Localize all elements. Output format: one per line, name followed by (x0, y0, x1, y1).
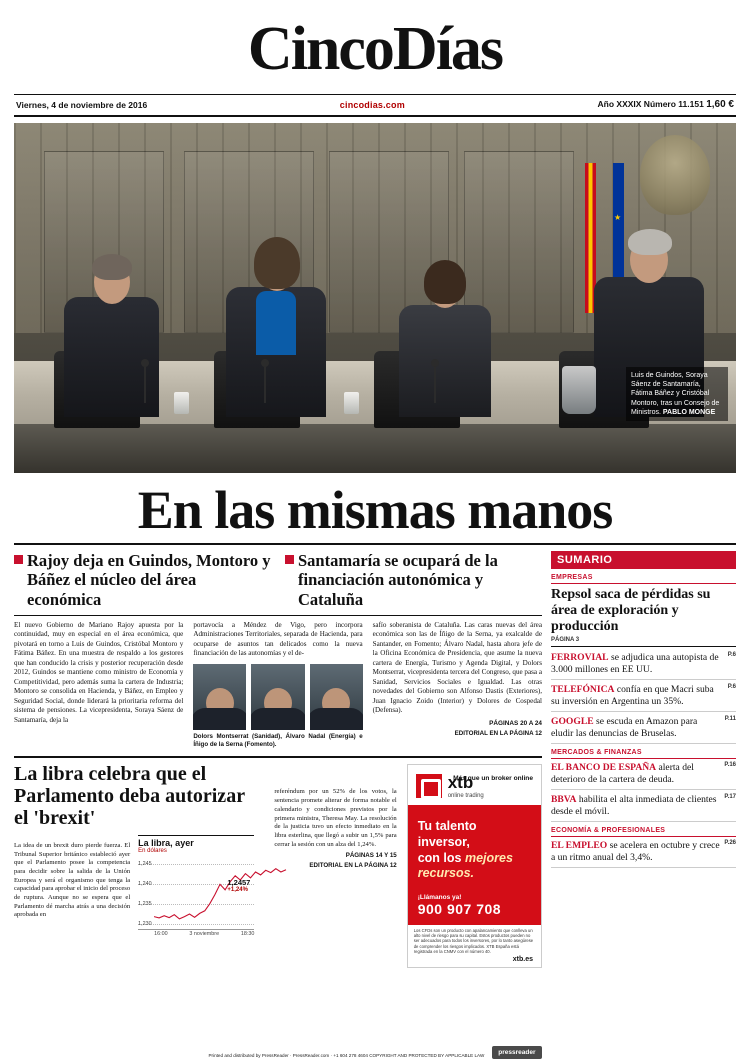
ad-tagline: Más que un broker online (453, 775, 533, 783)
article-text-2: portavocía a Méndez de Vigo, pero incorpora Administraciones Territoriales, separada de Hacienda, para ocuparse de asuntos tan delicados como la nueva financiación de las autonomías y el de- (193, 620, 363, 658)
sumario-section-label-mercados: MERCADOS & FINANZAS (551, 749, 736, 759)
main-headline: En las mismas manos (137, 480, 613, 540)
sumario-item-page: P.6 (727, 684, 736, 691)
sumario-item-brand: EL BANCO DE ESPAÑA (551, 762, 657, 774)
chart-value-text: 1,2457 (227, 878, 251, 888)
ad-headline-line1: Tu talento inversor, (417, 819, 477, 850)
chart-xtick-2: 18:30 (240, 931, 255, 938)
minister-photo-montserrat (193, 664, 246, 730)
masthead-info-bar (14, 95, 736, 117)
sumario-item-page: P.6 (727, 652, 736, 659)
sumario-item-text: se escuda en Amazon para eludir las denuncias de Bruselas. (551, 716, 698, 739)
sumario-item[interactable] (551, 794, 736, 822)
sumario-lead-page: PÁGINA 3 (551, 637, 736, 647)
masthead (14, 0, 736, 117)
headline-divider (14, 543, 736, 545)
person-hair (628, 229, 672, 255)
article-column-3 (373, 621, 542, 750)
secondary-story-row (14, 756, 542, 968)
sumario-item[interactable] (551, 840, 736, 868)
person-body (193, 708, 246, 730)
sumario-item[interactable] (551, 762, 736, 790)
masthead-title (14, 15, 736, 83)
chart-ytick-3: 1,230 (138, 921, 152, 928)
institutional-emblem-icon (640, 135, 710, 215)
sumario-lead-headline[interactable]: Repsol saca de pérdidas su área de exploración y producción (551, 587, 711, 634)
chart-change-text: +1,24% (227, 887, 248, 894)
ad-headline (418, 819, 531, 882)
lead-photo-container (14, 123, 736, 473)
chart-last-value (227, 878, 250, 893)
sumario-item-text: se adjudica una autopista de 3.000 millones en EE UU. (551, 652, 719, 675)
person-banez (399, 252, 491, 417)
secondary-pages-reference[interactable]: PÁGINAS 14 Y 15 (345, 852, 397, 860)
lead-photo (14, 123, 736, 473)
chart-xtick-1: 3 noviembre (189, 931, 220, 938)
person-hair (254, 237, 300, 289)
sumario-column (551, 551, 736, 968)
ad-headline-emphasis: mejores recursos. (417, 850, 513, 881)
masthead-title-part2: Días (392, 15, 503, 83)
sumario-item-text: se acelera en octubre y crece a un ritmo anual del 3,4%. (551, 840, 720, 863)
person-body (251, 708, 304, 730)
sumario-item-text: confía en que Macri suba su inversión en Argentina un 35%. (551, 684, 714, 707)
photo-caption (626, 367, 728, 421)
xtb-logo-icon (416, 774, 442, 798)
publication-date: Viernes, 4 de noviembre de 2016 (16, 99, 148, 110)
chart-ytick-0: 1,245 (138, 861, 152, 868)
secondary-paragraph-1: La idea de un brexit duro pierde fuerza. El Tribunal Superior británico estableció ayer que el Parlamento posee la competencia para decidir sobre la salida de la Unión Europea y será el organismo que tenga la capacidad para aprobar el inicio del proceso de ruptura. Aunque no se espera que el Parlamento dé marcha atrás a una decisión aprobada en (14, 841, 131, 919)
secondary-columns (14, 835, 254, 937)
sumario-item[interactable] (551, 684, 736, 712)
microphone-icon (144, 363, 146, 403)
table-front (14, 424, 736, 473)
chart-ytick-1: 1,240 (138, 881, 152, 888)
sumario-section-label-economia: ECONOMÍA & PROFESIONALES (551, 827, 736, 837)
editorial-reference[interactable]: EDITORIAL EN LA PÁGINA 12 (454, 730, 542, 738)
sumario-item-brand: TELEFÓNICA (551, 684, 615, 696)
ad-website[interactable]: xtb.es (512, 956, 533, 964)
ad-contact[interactable] (408, 892, 541, 925)
ad-call-label: ¡Llámanos ya! (417, 893, 462, 901)
person-santamaria (226, 227, 326, 417)
price: 1,60 € (706, 99, 734, 110)
water-glass (174, 392, 189, 414)
water-pitcher (562, 366, 596, 414)
sumario-title: SUMARIO (551, 551, 736, 569)
secondary-paragraph-2: referéndum por un 52% de los votos, la sentencia promete alterar de forma notable el calendario y condiciones previstos por la primera ministra, Theresa May. La resolución de la justicia tuvo un efecto inmediato en la libra esterlina, que llegó a subir un 1,5% para cerrar la sesión con un alza del 1,24%. (274, 788, 397, 848)
sumario-item-brand: BBVA (551, 794, 577, 806)
sumario-item-page: P.11 (724, 716, 736, 723)
sumario-item-page: P.16 (724, 762, 736, 769)
main-article-block (14, 551, 542, 968)
sumario-item-text: habilita el alta inmediata de clientes desde el móvil. (551, 794, 717, 817)
ad-brand-name: xtb (447, 773, 474, 793)
advertisement-xtb[interactable] (407, 764, 542, 968)
person-body (310, 708, 363, 730)
article-columns (14, 621, 542, 750)
chart-ytick-2: 1,235 (138, 901, 152, 908)
currency-chart (138, 835, 254, 937)
person-hair (92, 254, 132, 280)
sumario-item[interactable] (551, 716, 736, 744)
article-column-2 (193, 621, 362, 750)
subheadline-group (14, 551, 542, 609)
sumario-item-brand: EL EMPLEO (551, 840, 608, 852)
minister-photo-nadal (251, 664, 304, 730)
secondary-story (14, 764, 254, 968)
sumario-item-text: alerta del deterioro de la cartera de deuda. (551, 762, 694, 785)
article-column-1 (14, 621, 183, 750)
subheadline-left: Rajoy deja en Guindos, Montoro y Báñez el núcleo del área económica (14, 551, 271, 609)
ad-header (408, 765, 541, 803)
footer-text: Printed and distributed by PressReader · PressReader.com · +1 604 278 4604 COPYRIGHT AND PROTECTED BY APPLICABLE LAW (208, 1053, 485, 1059)
sumario-item-page: P.26 (724, 840, 736, 847)
chart-line-svg (154, 856, 294, 930)
sumario-item-brand: FERROVIAL (551, 652, 609, 664)
sumario-item-brand: GOOGLE (551, 716, 594, 728)
subheadline-divider (14, 615, 542, 616)
article-text-1: El nuevo Gobierno de Mariano Rajoy apuesta por la continuidad, muy en especial en el área económica, que pivotará en torno a Luis de Guindos, Cristóbal Montoro y Fátima Báñez. En una muestra de respaldo a los gestores que han conducido la crisis y posterior recuperación desde 2012, Guindos se mantiene como ministro de Economía y Competitividad, pero además suma la cartera de Industria; Montoro se consolida en Hacienda, y Báñez, en Empleo y Seguridad Social, donde liderará la prioritaria reforma del sistema de pensiones. La vicepresidenta, Soraya Sáenz de Santamaría, deja la (14, 620, 184, 724)
pressreader-badge: pressreader (492, 1046, 541, 1059)
chart-plot-area (138, 856, 254, 930)
microphone-icon (264, 363, 266, 403)
secondary-text-1 (14, 835, 130, 937)
secondary-headline: La libra celebra que el Parlamento deba autorizar el 'brexit' (14, 763, 245, 829)
minister-photos (193, 664, 362, 730)
person-body (399, 305, 491, 417)
pages-reference[interactable]: PÁGINAS 20 A 24 (489, 719, 542, 727)
minister-photo-delaserna (310, 664, 363, 730)
sumario-item[interactable] (551, 652, 736, 680)
ad-disclaimer: Los CFDs son un producto con apalancamiento que conlleva un alto nivel de riesgo para su capital. Estos productos pueden no ser adecuados para todos los inversores, por lo tanto asegúrese de comprender los riesgos implicados. XTB España está registrada en la CNMV con el número 40. (408, 925, 541, 956)
microphone-icon (434, 363, 436, 403)
water-glass (344, 392, 359, 414)
secondary-editorial-reference[interactable]: EDITORIAL EN LA PÁGINA 12 (309, 862, 397, 870)
chart-xtick-0: 16:00 (154, 931, 168, 938)
photo-credit: PABLO MONGE (662, 408, 716, 416)
article-text-3: safío soberanista de Cataluña. Las caras nuevas del área económica son las de Íñigo de la Serna, ya exalcalde de Santander, en Fomento; Álvaro Nadal, hasta ahora jefe de la Oficina Económica de Presidencia, que asume la nueva cartera de Energía, Turismo y Agenda Digital, y Dolors Montserrat, vicepresidenta tercera del Congreso, que pasa a Sanidad, Servicios Sociales e Igualdad. Las otras novedades del Gobierno son Alfonso Dastis (Exteriores), Juan Ignacio Zoido (Interior) y Dolores de Cospedal (Defensa). (372, 620, 542, 715)
minister-photos-caption: Dolors Montserrat (Sanidad), Álvaro Nadal (Energía) e Íñigo de la Serna (Fomento). (193, 732, 363, 749)
website-url[interactable]: cincodias.com (339, 99, 405, 110)
masthead-title-part1: Cinco (247, 15, 393, 83)
chart-subtitle: En dólares (138, 848, 167, 855)
ad-headline-line2: con los (417, 850, 465, 865)
ad-phone-number[interactable]: 900 907 708 (417, 900, 502, 917)
ad-body (408, 805, 541, 892)
subheadline-right: Santamaría se ocupará de la financiación autonómica y Cataluña (285, 551, 542, 609)
person-hair (424, 260, 466, 304)
photo-caption-text: Luis de Guindos, Soraya Sáenz de Santamaría, Fátima Báñez y Cristóbal Montoro, tras un Consejo de Ministros. (631, 371, 720, 416)
chart-title: La libra, ayer (138, 835, 254, 848)
person-blouse (256, 291, 296, 355)
issue-info (598, 99, 734, 110)
sumario-section-label-empresas: EMPRESAS (551, 574, 736, 584)
chart-xaxis (138, 931, 254, 937)
page-footer (14, 1046, 736, 1059)
ad-brand-subtitle: online trading (447, 793, 484, 800)
sumario-item-page: P.17 (724, 794, 736, 801)
issue-number: Año XXXIX Número 11.151 (597, 99, 704, 109)
main-content-row (14, 551, 736, 968)
